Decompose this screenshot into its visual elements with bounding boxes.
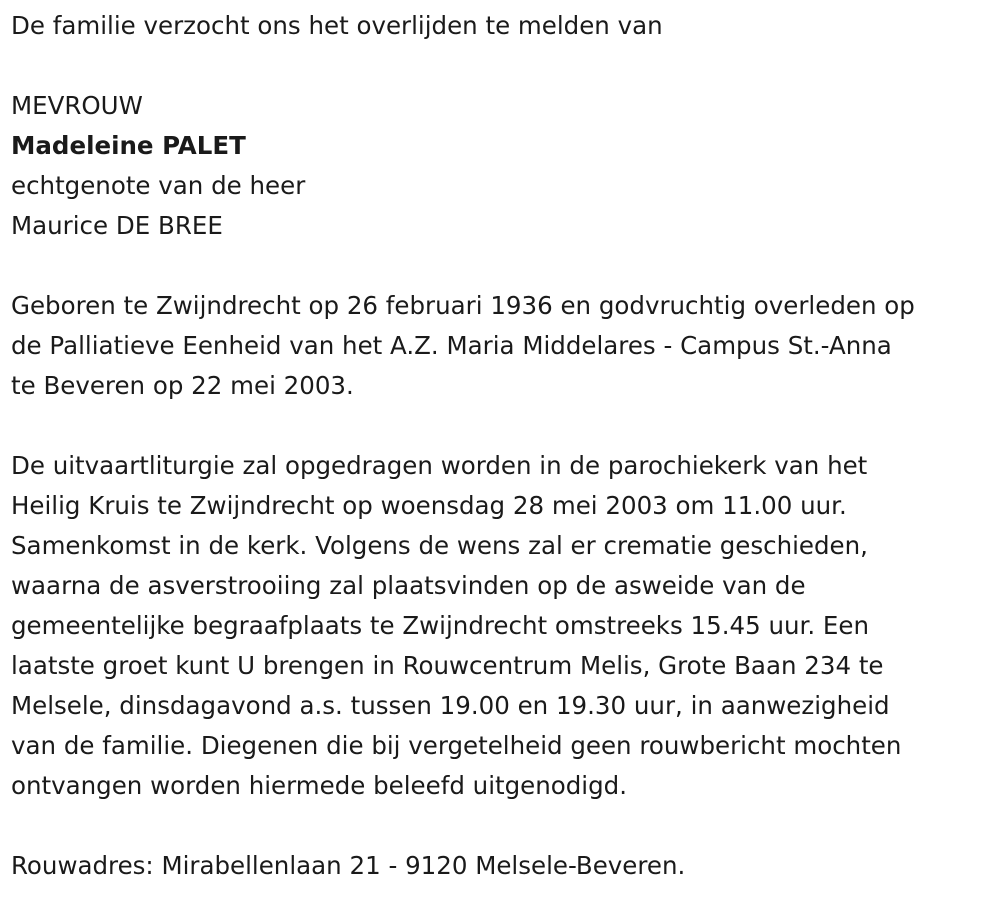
paragraph-line: Geboren te Zwijndrecht op 26 februari 1936 en godvruchtig overleden op: [11, 291, 915, 320]
funeral-paragraph: [11, 446, 1000, 806]
birth-death-paragraph: [11, 286, 1000, 406]
paragraph-line: van de familie. Diegenen die bij vergetelheid geen rouwbericht mochten: [11, 731, 902, 760]
paragraph-line: laatste groet kunt U brengen in Rouwcentrum Melis, Grote Baan 234 te: [11, 651, 884, 680]
deceased-name: Madeleine PALET: [11, 131, 246, 160]
spacer: [11, 246, 1000, 286]
spacer: [11, 806, 1000, 846]
salutation: MEVROUW: [11, 91, 143, 120]
spacer: [11, 46, 1000, 86]
relation-text: echtgenote van de heer: [11, 171, 306, 200]
paragraph-line: Melsele, dinsdagavond a.s. tussen 19.00 en 19.30 uur, in aanwezigheid: [11, 691, 890, 720]
paragraph-line: waarna de asverstrooiing zal plaatsvinden op de asweide van de: [11, 571, 806, 600]
paragraph-line: Heilig Kruis te Zwijndrecht op woensdag 28 mei 2003 om 11.00 uur.: [11, 491, 847, 520]
intro-text: De familie verzocht ons het overlijden te melden van: [11, 11, 663, 40]
paragraph-line: ontvangen worden hiermede beleefd uitgenodigd.: [11, 771, 627, 800]
paragraph-line: de Palliatieve Eenheid van het A.Z. Maria Middelares - Campus St.-Anna: [11, 331, 892, 360]
spouse-name: Maurice DE BREE: [11, 211, 223, 240]
paragraph-line: Samenkomst in de kerk. Volgens de wens zal er crematie geschieden,: [11, 531, 868, 560]
paragraph-line: gemeentelijke begraafplaats te Zwijndrecht omstreeks 15.45 uur. Een: [11, 611, 869, 640]
mourning-address: Rouwadres: Mirabellenlaan 21 - 9120 Melsele-Beveren.: [11, 851, 686, 880]
paragraph-line: De uitvaartliturgie zal opgedragen worden in de parochiekerk van het: [11, 451, 868, 480]
spacer: [11, 406, 1000, 446]
paragraph-line: te Beveren op 22 mei 2003.: [11, 371, 354, 400]
